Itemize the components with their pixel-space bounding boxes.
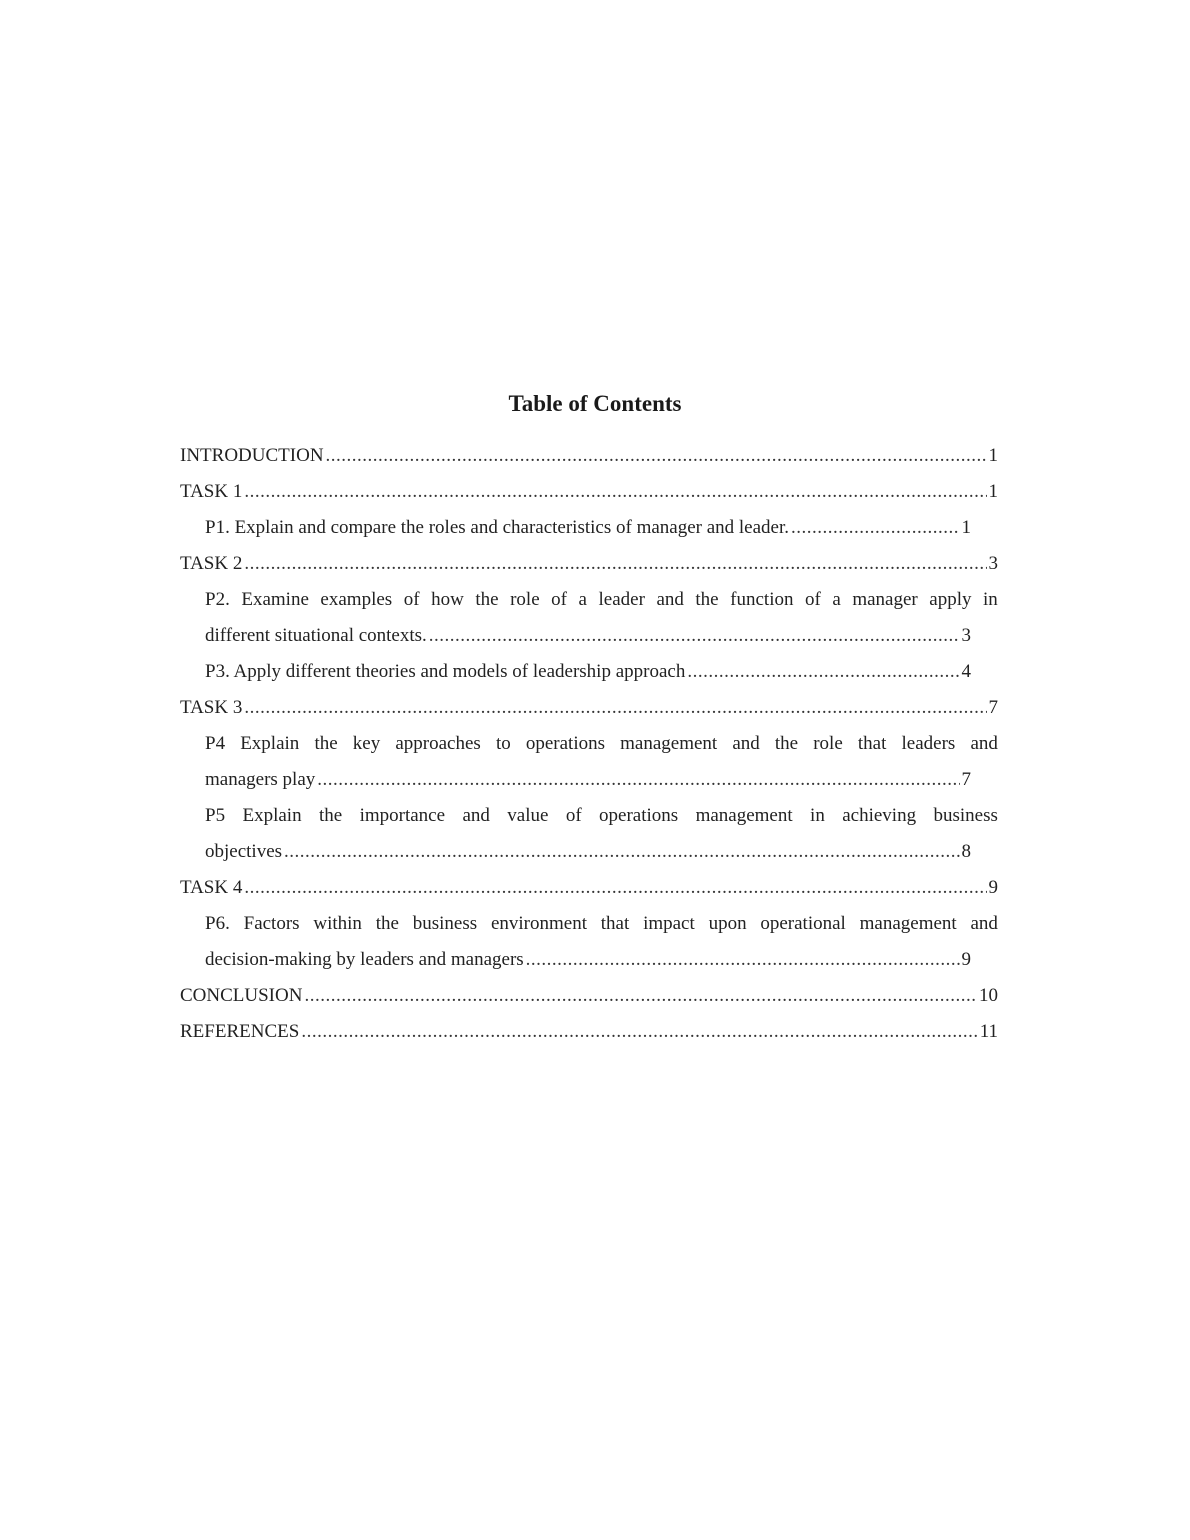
toc-page-number: 7	[988, 697, 998, 718]
toc-entry-label-line2: objectives	[205, 841, 283, 862]
toc-page-number: 8	[961, 841, 971, 862]
dot-leader	[687, 654, 959, 690]
toc-page-number: 3	[961, 625, 971, 646]
dot-leader	[284, 834, 959, 870]
toc-page-number: 1	[988, 445, 998, 466]
toc-list	[180, 438, 998, 1050]
toc-entry-introduction[interactable]	[180, 438, 998, 474]
toc-entry-label-line2: different situational contexts.	[205, 625, 427, 646]
toc-page-number: 1	[988, 481, 998, 502]
toc-entry-p3[interactable]	[180, 654, 998, 690]
toc-entry-label-line1: P4 Explain the key approaches to operations management and the role that leaders and	[205, 733, 998, 754]
dot-leader	[326, 438, 987, 474]
toc-entry-p4[interactable]	[180, 726, 998, 798]
toc-entry-task-2[interactable]	[180, 546, 998, 582]
toc-page-number: 1	[961, 517, 971, 538]
toc-page-number: 11	[979, 1021, 998, 1042]
toc-entry-label: TASK 3	[180, 697, 243, 718]
dot-leader	[304, 978, 977, 1014]
dot-leader	[317, 762, 959, 798]
dot-leader	[429, 618, 960, 654]
toc-entry-label: CONCLUSION	[180, 985, 303, 1006]
toc-entry-label-line1: P2. Examine examples of how the role of a leader and the function of a manager apply in	[205, 589, 998, 610]
toc-entry-label-line2: managers play	[205, 769, 316, 790]
toc-entry-label-line2: decision-making by leaders and managers	[205, 949, 524, 970]
toc-entry-conclusion[interactable]	[180, 978, 998, 1014]
toc-entry-p6[interactable]	[180, 906, 998, 978]
dot-leader	[244, 474, 986, 510]
dot-leader	[526, 942, 960, 978]
toc-page-number: 4	[961, 661, 971, 682]
toc-entry-label: P1. Explain and compare the roles and characteristics of manager and leader.	[205, 517, 790, 538]
dot-leader	[791, 510, 959, 546]
toc-entry-label: TASK 4	[180, 877, 243, 898]
toc-entry-p5[interactable]	[180, 798, 998, 870]
toc-page-number: 9	[988, 877, 998, 898]
toc-entry-label: REFERENCES	[180, 1021, 300, 1042]
dot-leader	[244, 546, 986, 582]
toc-entry-label: P3. Apply different theories and models of leadership approach	[205, 661, 686, 682]
toc-entry-task-3[interactable]	[180, 690, 998, 726]
toc-entry-p2[interactable]	[180, 582, 998, 654]
toc-entry-label: TASK 2	[180, 553, 243, 574]
toc-entry-label-line1: P5 Explain the importance and value of operations management in achieving business	[205, 805, 998, 826]
toc-page-number: 7	[961, 769, 971, 790]
dot-leader	[244, 690, 986, 726]
dot-leader	[244, 870, 986, 906]
dot-leader	[301, 1014, 977, 1050]
toc-entry-task-4[interactable]	[180, 870, 998, 906]
toc-entry-task-1[interactable]	[180, 474, 998, 510]
toc-entry-references[interactable]	[180, 1014, 998, 1050]
toc-entry-label: TASK 1	[180, 481, 243, 502]
toc-entry-label-line1: P6. Factors within the business environment that impact upon operational management and	[205, 913, 998, 934]
toc-entry-p1[interactable]	[180, 510, 998, 546]
toc-page-number: 3	[988, 553, 998, 574]
toc-title: Table of Contents	[508, 391, 682, 416]
toc-page-number: 10	[979, 985, 998, 1006]
toc-entry-label: INTRODUCTION	[180, 445, 324, 466]
toc-page-number: 9	[961, 949, 971, 970]
